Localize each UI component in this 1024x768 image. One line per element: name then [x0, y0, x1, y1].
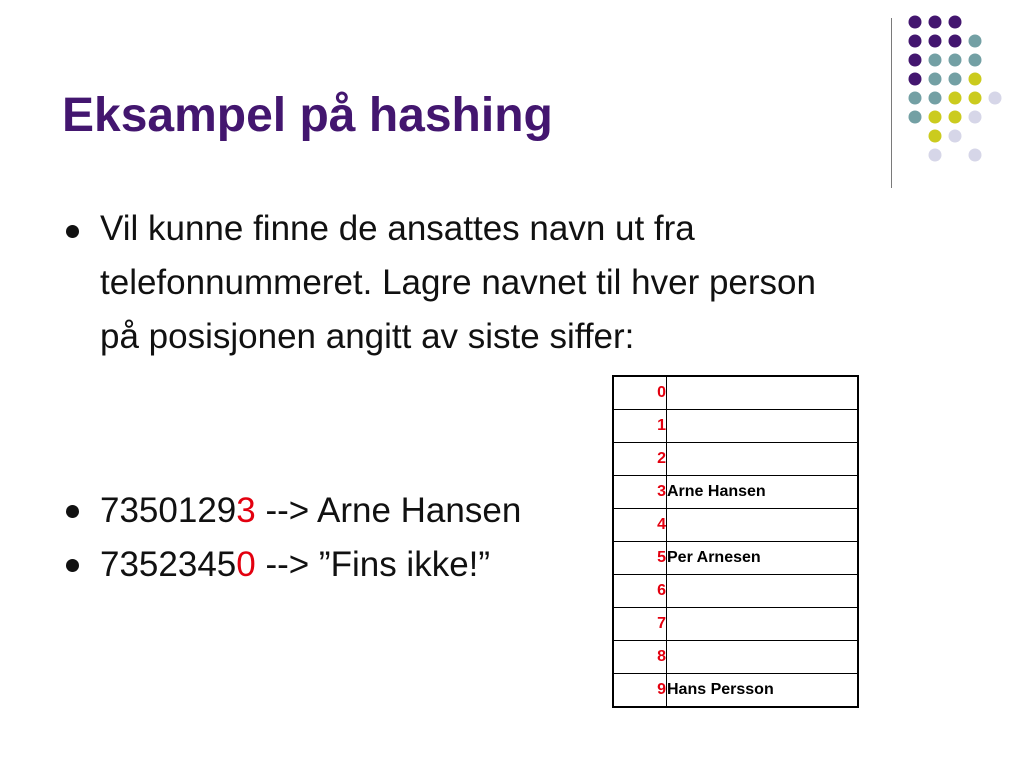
slot-index: 6 — [613, 575, 667, 608]
decorative-dot — [929, 111, 942, 124]
hash-table-row — [613, 641, 858, 674]
slot-index: 9 — [613, 674, 667, 708]
decorative-dot — [949, 54, 962, 67]
decorative-dot — [909, 111, 922, 124]
hash-table — [612, 375, 859, 708]
slot-index: 1 — [613, 410, 667, 443]
lookup-result: --> Arne Hansen — [255, 491, 522, 530]
slot-index: 4 — [613, 509, 667, 542]
decorative-dot — [909, 35, 922, 48]
decorative-dot — [969, 92, 982, 105]
hash-table-row — [613, 376, 858, 410]
hash-table-row — [613, 575, 858, 608]
hash-table-row — [613, 410, 858, 443]
slot-name: Hans Persson — [667, 674, 859, 708]
bullet-marker — [66, 505, 79, 518]
decorative-dot — [909, 92, 922, 105]
hash-table-row — [613, 476, 858, 509]
decorative-dot — [969, 111, 982, 124]
decorative-dot — [929, 35, 942, 48]
decorative-dot — [969, 73, 982, 86]
decorative-dot — [949, 35, 962, 48]
hash-table-row — [613, 509, 858, 542]
slot-index: 3 — [613, 476, 667, 509]
slot-index: 7 — [613, 608, 667, 641]
slot-index: 5 — [613, 542, 667, 575]
decorative-dot — [929, 149, 942, 162]
decorative-dot — [989, 92, 1002, 105]
decorative-dot — [969, 35, 982, 48]
slot-index: 2 — [613, 443, 667, 476]
hash-table-row — [613, 608, 858, 641]
lookup-result: --> ”Fins ikke!” — [255, 545, 491, 584]
decorative-dot — [949, 130, 962, 143]
bullet-example-missing — [100, 538, 490, 592]
slot-name — [667, 376, 859, 410]
slot-name — [667, 641, 859, 674]
decorative-dot — [949, 73, 962, 86]
decorative-dot — [929, 130, 942, 143]
decorative-dot — [929, 54, 942, 67]
slot-name: Arne Hansen — [667, 476, 859, 509]
slide-title: Eksampel på hashing — [62, 89, 553, 142]
bullet-example-found — [100, 484, 521, 538]
hash-table-row — [613, 542, 858, 575]
hash-table-row — [613, 443, 858, 476]
decorative-divider-line — [891, 18, 892, 188]
slot-name — [667, 575, 859, 608]
slot-name — [667, 509, 859, 542]
bullet-marker — [66, 559, 79, 572]
phone-prefix: 7350129 — [100, 491, 237, 530]
slot-index: 8 — [613, 641, 667, 674]
bullet-text-intro: Vil kunne finne de ansattes navn ut fra telefonnummeret. Lagre navnet til hver person på posisjonen angitt av siste siffer: — [100, 209, 816, 356]
decorative-dot — [909, 16, 922, 29]
slot-index: 0 — [613, 376, 667, 410]
slot-name — [667, 410, 859, 443]
decorative-dot — [929, 16, 942, 29]
phone-prefix: 7352345 — [100, 545, 237, 584]
slot-name — [667, 608, 859, 641]
decorative-dot — [949, 16, 962, 29]
decorative-dot — [909, 54, 922, 67]
decorative-dot — [949, 92, 962, 105]
decorative-dot — [949, 111, 962, 124]
decorative-dot — [929, 92, 942, 105]
slot-name — [667, 443, 859, 476]
last-digit-highlight: 0 — [236, 545, 256, 584]
decorative-dot — [969, 149, 982, 162]
hash-table-row — [613, 674, 858, 708]
slot-name: Per Arnesen — [667, 542, 859, 575]
decorative-dot — [969, 54, 982, 67]
bullet-marker — [66, 225, 79, 238]
last-digit-highlight: 3 — [236, 491, 256, 530]
decorative-dot — [909, 73, 922, 86]
decorative-dot — [929, 73, 942, 86]
